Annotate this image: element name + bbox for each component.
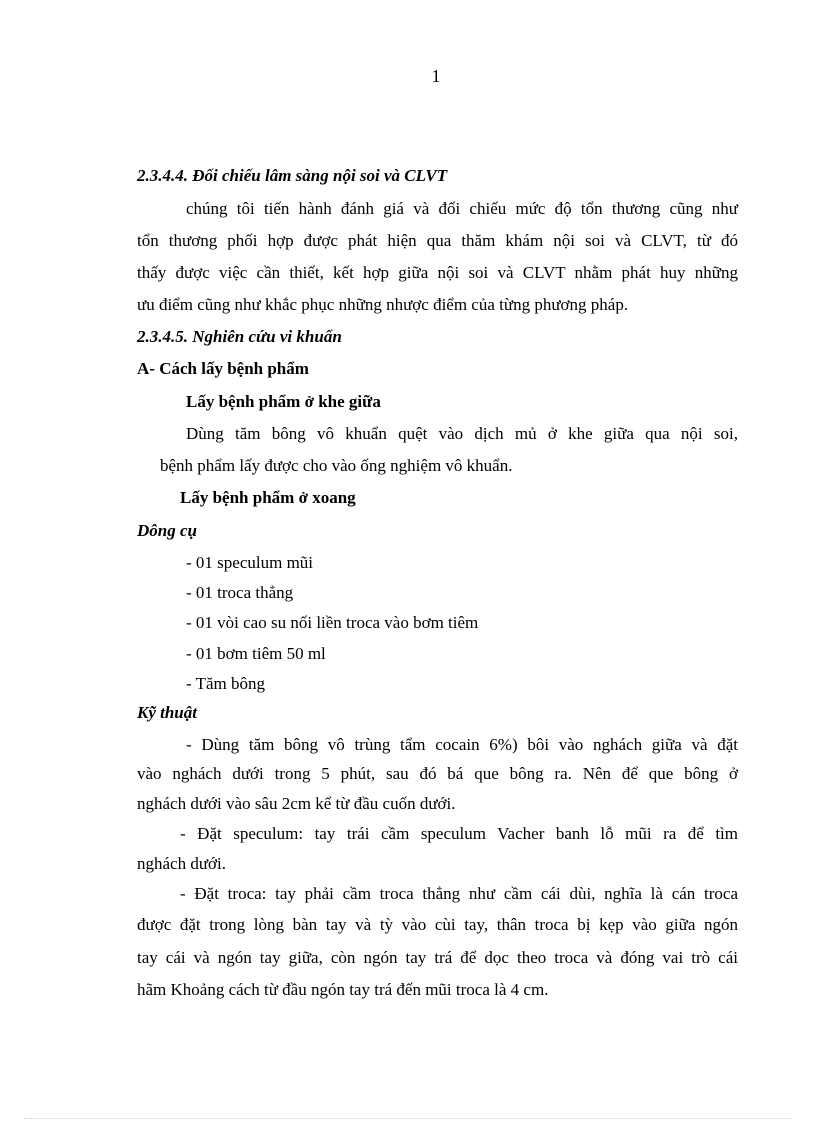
paragraph-line: Dùng tăm bông vô khuẩn quệt vào dịch mủ ở khe giữa qua nội soi, bbox=[186, 424, 738, 443]
paragraph-line: - Đặt speculum: tay trái cầm speculum Vacher banh lỗ mũi ra để tìm bbox=[180, 824, 738, 843]
section-heading-2-3-4-4: 2.3.4.4. Đối chiếu lâm sàng nội soi và CLVT bbox=[137, 166, 448, 185]
dung-cu-title: Dông cụ bbox=[137, 521, 197, 540]
paragraph-line: tổn thương phối hợp được phát hiện qua thăm khám nội soi và CLVT, từ đó bbox=[137, 231, 738, 250]
paragraph-line: thấy được việc cần thiết, kết hợp giữa nội soi và CLVT nhằm phát huy những bbox=[137, 263, 738, 282]
khe-giua-title: Lấy bệnh phẩm ở khe giữa bbox=[186, 392, 381, 411]
paragraph-line: vào nghách dưới trong 5 phút, sau đó bá que bông ra. Nên để que bông ở bbox=[137, 764, 738, 783]
paragraph-line: ưu điểm cũng như khắc phục những nhược điểm của từng phương pháp. bbox=[137, 295, 629, 314]
list-item: - 01 speculum mũi bbox=[186, 553, 314, 572]
page-number: 1 bbox=[431, 66, 441, 86]
paragraph-line: chúng tôi tiến hành đánh giá và đối chiếu mức độ tổn thương cũng như bbox=[186, 199, 738, 218]
paragraph-line: - Đặt troca: tay phải cầm troca thẳng như cầm cái dùi, nghĩa là cán troca bbox=[180, 884, 738, 903]
paragraph-line: nghách dưới vào sâu 2cm kể từ đầu cuốn dưới. bbox=[137, 794, 456, 813]
page-bottom-border bbox=[24, 1118, 792, 1119]
list-item: - 01 troca thẳng bbox=[186, 583, 294, 602]
list-item: - 01 vòi cao su nối liền troca vào bơm tiêm bbox=[186, 613, 479, 632]
paragraph-line: bệnh phẩm lấy được cho vào ống nghiệm vô khuẩn. bbox=[160, 456, 513, 475]
xoang-title: Lấy bệnh phẩm ở xoang bbox=[180, 488, 356, 507]
section-heading-2-3-4-5: 2.3.4.5. Nghiên cứu vi khuẩn bbox=[137, 327, 342, 346]
list-item: - Tăm bông bbox=[186, 674, 266, 693]
ky-thuat-title: Kỹ thuật bbox=[137, 703, 197, 722]
paragraph-line: tay cái và ngón tay giữa, còn ngón tay trá để dọc theo troca và đóng vai trò cái bbox=[137, 948, 738, 967]
paragraph-line: nghách dưới. bbox=[137, 854, 227, 873]
paragraph-line: hãm Khoảng cách từ đầu ngón tay trá đến mũi troca là 4 cm. bbox=[137, 980, 549, 999]
paragraph-line: - Dùng tăm bông vô trùng tẩm cocain 6%) bôi vào nghách giữa và đặt bbox=[186, 735, 738, 754]
list-item: - 01 bơm tiêm 50 ml bbox=[186, 644, 326, 663]
paragraph-line: được đặt trong lòng bàn tay và tỳ vào cùi tay, thân troca bị kẹp vào giữa ngón bbox=[137, 915, 738, 934]
subheading-a: A- Cách lấy bệnh phẩm bbox=[137, 359, 309, 378]
